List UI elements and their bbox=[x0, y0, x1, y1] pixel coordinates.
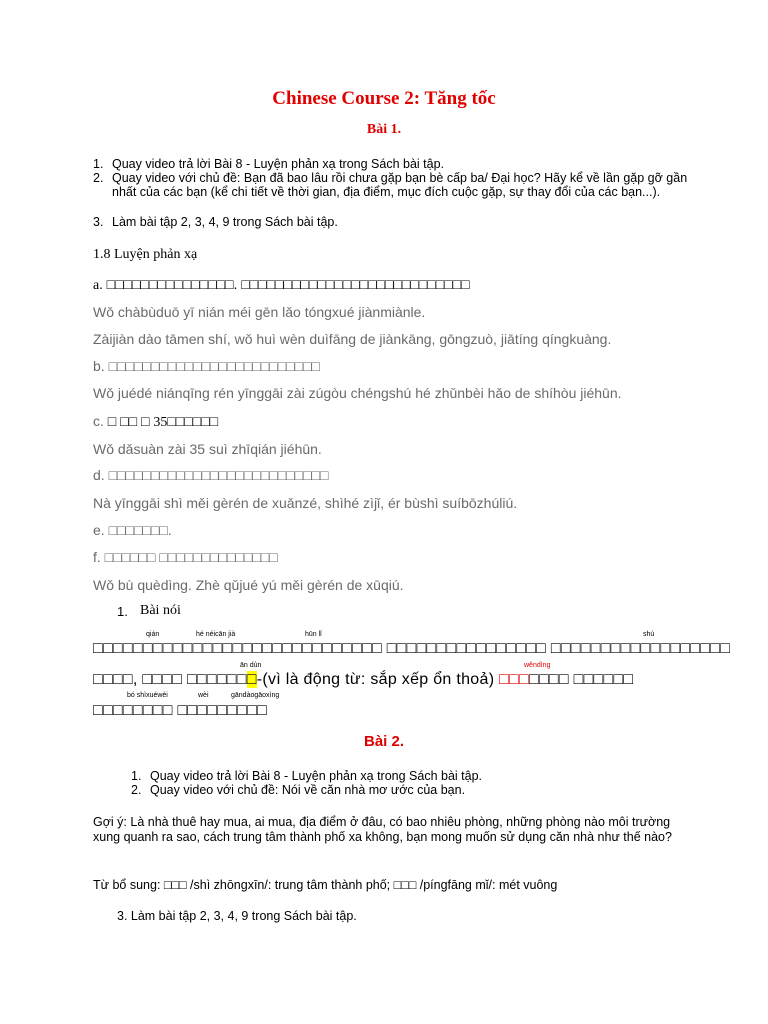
pinyin-text: Wǒ chàbùduō yī nián méi gēn lǎo tóngxué jiànmiànle. bbox=[93, 304, 426, 320]
chinese-text: □□□□□□□□□□□□□□□. □□□□□□□□□□□□□□□□□□□□□□□□□□□ bbox=[106, 276, 470, 292]
task-3: 3. Làm bài tập 2, 3, 4, 9 trong Sách bài tập. bbox=[117, 909, 357, 923]
ruby-annotation: bó shìxuéwèi bbox=[127, 692, 168, 699]
ruby-annotation: ān dùn bbox=[240, 662, 262, 669]
list-number: 1. bbox=[93, 157, 104, 171]
list-number: 2. bbox=[131, 783, 142, 797]
item-d bbox=[93, 467, 328, 483]
number-text: 35 bbox=[153, 415, 168, 430]
item-label: f. bbox=[93, 549, 101, 565]
item-label: e. bbox=[93, 522, 105, 538]
item-label: b. bbox=[93, 358, 105, 374]
note-text: -(vì là động từ: sắp xếp ổn thoả) bbox=[256, 671, 495, 688]
chinese-text: □□□□ □□□□□□ bbox=[529, 671, 634, 688]
list-item: Làm bài tập 2, 3, 4, 9 trong Sách bài tập. bbox=[112, 215, 338, 229]
list-item: Quay video với chủ đề: Nói về căn nhà mơ ước của bạn. bbox=[150, 783, 466, 797]
item-c bbox=[93, 413, 218, 431]
task-list-2 bbox=[131, 769, 691, 801]
pinyin-text: Wǒ juédé niánqīng rén yīnggāi zài zúgòu chéngshú hé zhǔnbèi hǎo de shíhòu jiéhūn. bbox=[93, 385, 622, 401]
chinese-text: □□□□□□□□□□□□□□□□□□□□□□□□□ bbox=[108, 358, 320, 374]
task-list-1 bbox=[93, 157, 693, 237]
ruby-annotation: wèi bbox=[198, 692, 209, 699]
ruby-annotation: hūn lǐ bbox=[305, 631, 322, 638]
ruby-annotation: hé néicān jià bbox=[196, 631, 236, 638]
essay-line bbox=[93, 671, 633, 689]
item-label: c. bbox=[93, 413, 104, 429]
ruby-annotation: wěndìng bbox=[524, 662, 551, 669]
list-number: 2. bbox=[93, 171, 104, 185]
item-e bbox=[93, 522, 172, 538]
item-f bbox=[93, 549, 278, 565]
list-number: 1. bbox=[131, 769, 142, 783]
list-item: Quay video với chủ đề: Bạn đã bao lâu rồi chưa gặp bạn bè cấp ba/ Đại học? Hãy kể về lần gặp gỡ gần nhất của các bạn (kể chi tiết về thời gian, địa điểm, mục đích cuộc gặp, sự thay đổi của các bạn...). bbox=[112, 171, 688, 199]
highlighted-text: □ bbox=[246, 671, 257, 688]
list-item: Quay video trả lời Bài 8 - Luyện phản xạ trong Sách bài tập. bbox=[112, 157, 445, 171]
chinese-text: □□□□, □□□□ □□□□□□ bbox=[93, 671, 247, 688]
vocab-paragraph: Từ bổ sung: □□□ /shì zhōngxīn/: trung tâm thành phố; □□□ /píngfāng mǐ/: mét vuông bbox=[93, 878, 558, 892]
chinese-text: □□□□□□ □□□□□□□□□□□□□□ bbox=[104, 549, 278, 565]
list-number: 1. bbox=[117, 604, 128, 619]
ruby-annotation: gāndàogāoxìng bbox=[231, 692, 280, 699]
list-item: Quay video trả lời Bài 8 - Luyện phản xạ trong Sách bài tập. bbox=[150, 769, 483, 783]
chinese-text: □□□□□□□□□□□□□□□□□□□□□□□□□□ bbox=[108, 467, 329, 483]
item-label: a. bbox=[93, 278, 103, 293]
chinese-text: □□□□□□ bbox=[167, 413, 219, 429]
chinese-text: □□□ bbox=[499, 671, 529, 688]
lesson-2-heading: Bài 2. bbox=[363, 733, 405, 750]
pinyin-text: Wǒ dǎsuàn zài 35 suì zhīqián jiéhūn. bbox=[93, 441, 322, 457]
pinyin-text: Zàijiàn dào tāmen shí, wǒ huì wèn duìfāng de jiànkāng, gōngzuò, jiātíng qíngkuàng. bbox=[93, 331, 612, 347]
ruby-annotation: shù bbox=[643, 631, 655, 638]
item-label: d. bbox=[93, 467, 105, 483]
document-title: Chinese Course 2: Tăng tốc bbox=[272, 88, 496, 109]
chinese-text: □ bbox=[140, 413, 150, 429]
ruby-annotation: qián bbox=[146, 631, 160, 638]
chinese-text: □ bbox=[107, 413, 117, 429]
section-heading: Bài nói bbox=[140, 603, 181, 618]
list-number: 3. bbox=[93, 215, 104, 229]
chinese-text: □□ bbox=[120, 413, 138, 429]
essay-line: □□□□□□□□□□□□□□□□□□□□□□□□□□□□□ □□□□□□□□□□□□□□□□ □□□□□□□□□□□□□□□□□□ bbox=[93, 640, 731, 657]
hint-paragraph: Gợi ý: Là nhà thuê hay mua, ai mua, địa điểm ở đâu, có bao nhiêu phòng, những phòng nào môi trường xung quanh ra sao, cách trung tâm thành phố xa không, bạn mong muốn sử dụng căn nhà như thế nào? bbox=[93, 815, 672, 844]
section-heading: 1.8 Luyện phản xạ bbox=[93, 247, 198, 262]
item-a bbox=[93, 276, 470, 294]
pinyin-text: Wǒ bù quèdìng. Zhè qǔjué yú měi gèrén de xūqiú. bbox=[93, 577, 404, 593]
chinese-text: □□□□□□□. bbox=[108, 522, 172, 538]
pinyin-text: Nà yīnggāi shì měi gèrén de xuǎnzé, shìhé zìjǐ, ér bùshì suíbōzhúliú. bbox=[93, 495, 518, 511]
lesson-1-heading: Bài 1. bbox=[366, 122, 402, 137]
item-b bbox=[93, 358, 320, 374]
essay-line: □□□□□□□□ □□□□□□□□□ bbox=[93, 702, 268, 719]
